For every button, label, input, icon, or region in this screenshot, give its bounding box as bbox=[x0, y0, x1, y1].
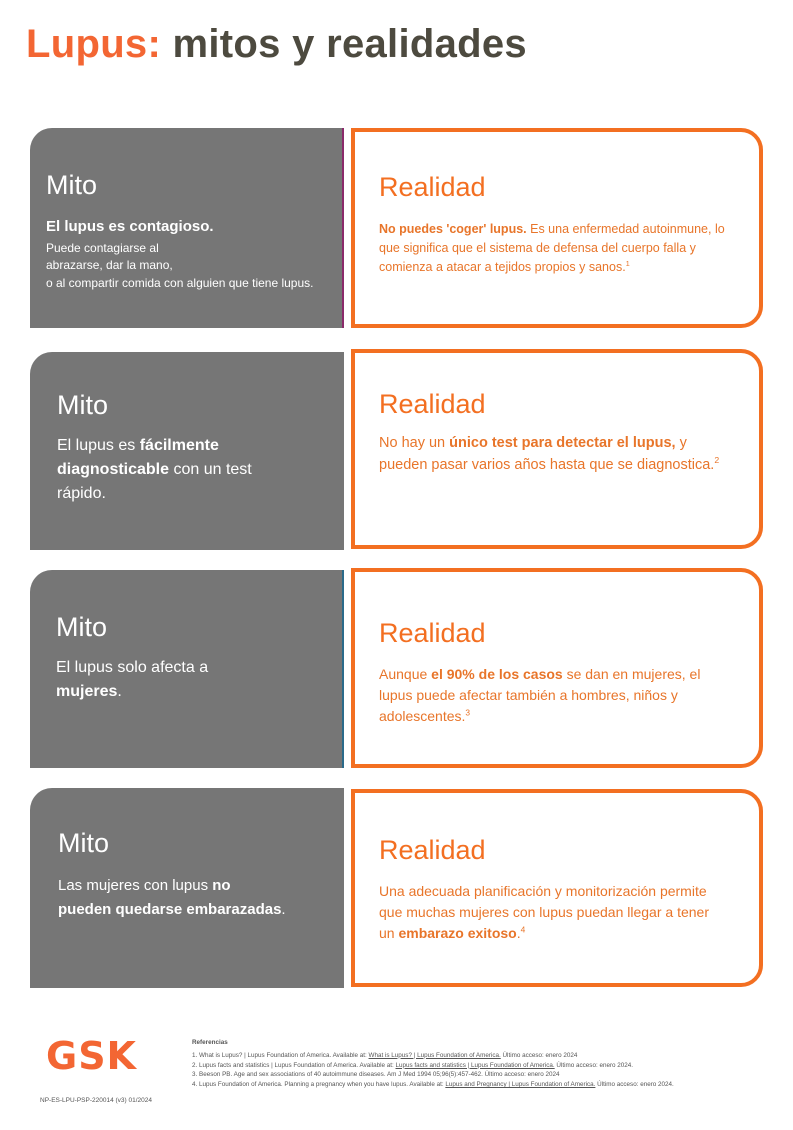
fact-bold: único test para detectar el lupus, bbox=[449, 435, 676, 451]
fact-pre: Aunque bbox=[379, 666, 432, 682]
myth-card-3 bbox=[30, 570, 344, 768]
myth-card-4 bbox=[30, 788, 344, 988]
references bbox=[192, 1038, 782, 1090]
fact-pre: No hay un bbox=[379, 435, 450, 451]
fact-card-4 bbox=[351, 789, 763, 987]
myth-bold: mujeres bbox=[56, 683, 118, 700]
myth-heading: Mito bbox=[56, 612, 108, 642]
fact-bold: embarazo exitoso bbox=[398, 925, 517, 941]
myth-text bbox=[58, 874, 288, 922]
fact-post: . bbox=[516, 925, 521, 941]
fact-heading: Realidad bbox=[379, 172, 486, 202]
ref-mark: 1 bbox=[625, 258, 630, 268]
reference-item: 2. Lupus facts and statistics | Lupus Foundation of America. Available at: Lupus facts and statistics | Lupus Foundation of America. Último acceso: enero 2024. bbox=[192, 1061, 634, 1069]
reference-item: 3. Beeson PB. Age and sex associations of 40 autoimmune diseases. Am J Med 1994 05;96(5):457-462. Último acceso: enero 2024 bbox=[192, 1071, 560, 1079]
myth-line: abrazarse, dar la mano, bbox=[46, 258, 173, 273]
myth-bold: no pueden quedarse embarazadas bbox=[58, 877, 282, 918]
myth-text bbox=[56, 656, 226, 704]
myth-pre: Las mujeres con lupus bbox=[58, 877, 213, 894]
ref-mark: 3 bbox=[465, 707, 471, 718]
myth-line: Puede contagiarse al bbox=[46, 240, 159, 255]
fact-text bbox=[379, 881, 719, 944]
fact-card-3 bbox=[351, 568, 763, 768]
title-rest: mitos y realidades bbox=[172, 22, 527, 66]
myth-pre: El lupus solo afecta a bbox=[56, 659, 209, 676]
fact-bold: No puedes 'coger' lupus. bbox=[379, 222, 527, 236]
myth-text bbox=[46, 216, 346, 292]
myth-line: o al compartir comida con alguien que tiene lupus. bbox=[46, 275, 314, 290]
myth-card-2 bbox=[30, 352, 344, 550]
fact-card-1 bbox=[351, 128, 763, 328]
reference-link[interactable]: Lupus facts and statistics | Lupus Foundation of America. bbox=[395, 1061, 555, 1069]
fact-bold: el 90% de los casos bbox=[431, 666, 563, 682]
ref-mark: 4 bbox=[520, 924, 526, 935]
myth-heading: Mito bbox=[46, 170, 98, 200]
fact-text bbox=[379, 433, 724, 477]
myth-pre: El lupus es bbox=[57, 437, 140, 454]
myth-card-1 bbox=[30, 128, 344, 328]
fact-post: se dan en mujeres, el lupus puede afectar también a hombres, niños y adolescentes. bbox=[379, 666, 701, 724]
reference-item: 1. What is Lupus? | Lupus Foundation of America. Available at: What is Lupus? | Lupus Foundation of America. Último acceso: enero 2024 bbox=[192, 1051, 578, 1059]
fact-heading: Realidad bbox=[379, 835, 486, 865]
myth-heading: Mito bbox=[58, 828, 110, 858]
fact-text bbox=[379, 220, 729, 276]
myth-text bbox=[57, 434, 287, 506]
myth-post: con un test rápido. bbox=[57, 461, 252, 502]
page-title bbox=[26, 22, 527, 67]
fact-text bbox=[379, 664, 709, 727]
gsk-logo: GSK bbox=[46, 1034, 138, 1078]
reference-link[interactable]: What is Lupus? | Lupus Foundation of America. bbox=[368, 1051, 501, 1059]
ref-mark: 2 bbox=[714, 454, 720, 465]
myth-post: . bbox=[281, 901, 286, 918]
title-accent: Lupus: bbox=[26, 22, 162, 66]
document-code: NP-ES-LPU-PSP-220014 (v3) 01/2024 bbox=[40, 1097, 153, 1104]
fact-body: Es una enfermedad autoinmune, lo que significa que el sistema de defensa del cuerpo falla y comienza a atacar a tejidos propios y sanos. bbox=[379, 222, 725, 274]
fact-heading: Realidad bbox=[379, 389, 486, 419]
fact-post: y pueden pasar varios años hasta que se diagnostica. bbox=[379, 435, 715, 473]
fact-pre: Una adecuada planificación y monitorización permite que muchas mujeres con lupus puedan llegar a tener un bbox=[379, 883, 709, 941]
reference-link[interactable]: Lupus and Pregnancy | Lupus Foundation of America. bbox=[445, 1081, 596, 1088]
fact-card-2 bbox=[351, 349, 763, 549]
references-heading: Referencias bbox=[192, 1039, 228, 1046]
reference-item: 4. Lupus Foundation of America. Planning a pregnancy when you have lupus. Available at: Lupus and Pregnancy | Lupus Foundation of America. Último acceso: enero 2024. bbox=[192, 1081, 674, 1088]
myth-post: . bbox=[117, 683, 122, 700]
myth-bold: fácilmente diagnosticable bbox=[57, 437, 219, 478]
fact-heading: Realidad bbox=[379, 618, 486, 648]
myth-heading: Mito bbox=[57, 390, 109, 420]
myth-lead: El lupus es contagioso. bbox=[46, 218, 214, 235]
